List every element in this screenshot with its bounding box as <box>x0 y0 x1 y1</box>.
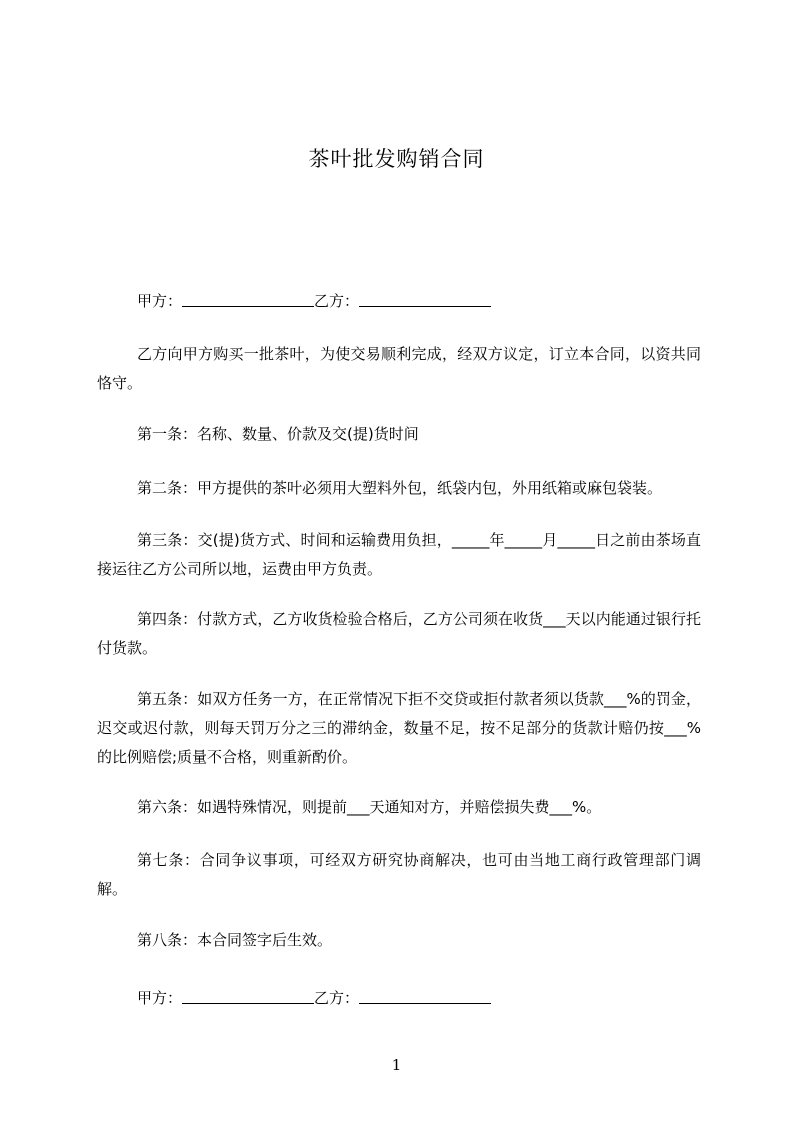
article-5: 第五条：如双方任务一方，在正常情况下拒不交贷或拒付款者须以货款___%的罚金，迟交或迟付款，则每天罚万分之三的滞纳金，数量不足，按不足部分的货款计赔仍按___%的比例赔偿;质量不合格，则重新酌价。 <box>97 690 701 766</box>
party-a-blank <box>182 989 314 1004</box>
party-a-label: 甲方： <box>137 292 183 310</box>
party-b-label: 乙方： <box>314 989 360 1007</box>
party-line-bottom <box>137 987 491 1008</box>
article-4: 第四条：付款方式，乙方收货检验合格后，乙方公司须在收货___天以内能通过银行托付货款。 <box>97 610 701 657</box>
article-6: 第六条：如遇特殊情况，则提前___天通知对方，并赔偿损失费___%。 <box>137 798 602 816</box>
document-title: 茶叶批发购销合同 <box>308 147 485 171</box>
article-1: 第一条：名称、数量、价款及交(提)货时间 <box>137 425 419 443</box>
page-number: 1 <box>391 1056 402 1074</box>
article-8: 第八条：本合同签字后生效。 <box>137 931 333 949</box>
article-2: 第二条：甲方提供的茶叶必须用大塑料外包，纸袋内包，外用纸箱或麻包袋装。 <box>137 479 663 497</box>
article-3: 第三条：交(提)货方式、时间和运输费用负担，_____年_____月_____日之前由茶场直接运往乙方公司所以地，运费由甲方负责。 <box>97 531 701 578</box>
intro-paragraph: 乙方向甲方购买一批茶叶，为使交易顺利完成，经双方议定，订立本合同，以资共同恪守。 <box>97 345 701 392</box>
article-7: 第七条：合同争议事项，可经双方研究协商解决，也可由当地工商行政管理部门调解。 <box>97 851 701 898</box>
party-line-top <box>137 290 491 311</box>
party-b-blank <box>359 292 491 307</box>
party-a-label: 甲方： <box>137 989 183 1007</box>
party-b-blank <box>359 989 491 1004</box>
party-a-blank <box>182 292 314 307</box>
party-b-label: 乙方： <box>314 292 360 310</box>
